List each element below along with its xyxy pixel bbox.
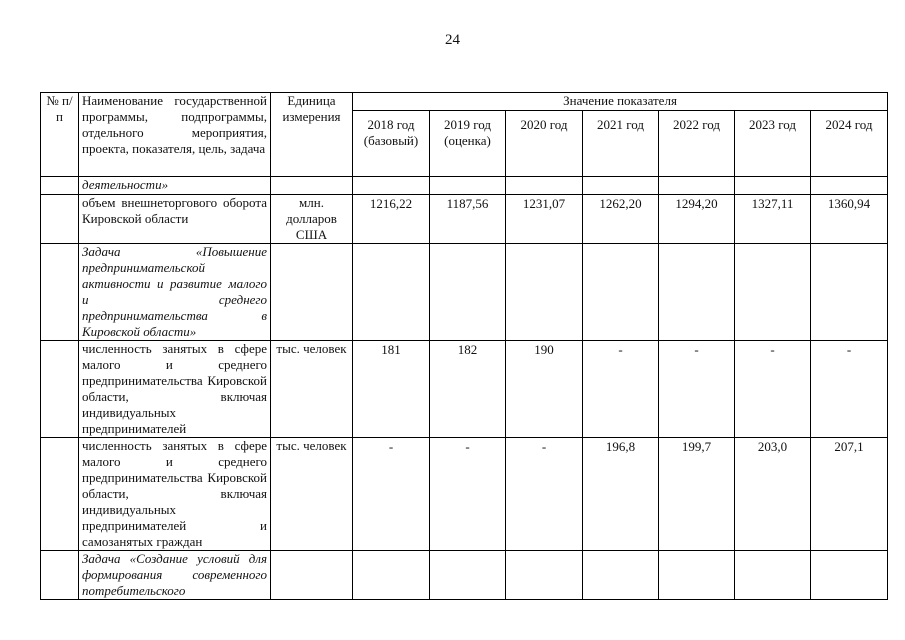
value-cell: 1327,11 [735, 195, 811, 244]
row-name-cell [79, 195, 271, 244]
year-note: (оценка) [444, 133, 491, 148]
row-name-cell [79, 551, 271, 600]
year-label: 2019 год [444, 117, 491, 132]
year-label: 2018 год [367, 117, 415, 132]
value-cell: - [735, 341, 811, 438]
row-name: численность занятых в сфере малого и среднего предпринимательства Кировской области, включая индивидуальных предпринимателей [82, 341, 267, 436]
table-row [41, 244, 888, 341]
value-cell: - [430, 438, 506, 551]
value-cell [583, 244, 659, 341]
value-cell: 1262,20 [583, 195, 659, 244]
row-unit: млн. долларов США [286, 195, 337, 242]
indicators-table [40, 92, 888, 600]
header-name-label: Наименование государственной программы, подпрограммы, отдельного мероприятия, проекта, показателя, цель, задача [82, 93, 267, 156]
value-cell [583, 177, 659, 195]
value-cell [583, 551, 659, 600]
value-cell: - [811, 341, 888, 438]
header-unit-label: Единица измерения [282, 93, 341, 124]
value-cell [659, 551, 735, 600]
header-year-2020 [506, 111, 583, 177]
header-year-2021 [583, 111, 659, 177]
header-value-group [353, 93, 888, 111]
value-cell [430, 177, 506, 195]
header-year-2018 [353, 111, 430, 177]
table-row [41, 177, 888, 195]
row-num-cell [41, 551, 79, 600]
value-cell [811, 551, 888, 600]
row-unit-cell [271, 244, 353, 341]
value-cell: 182 [430, 341, 506, 438]
value-cell: 190 [506, 341, 583, 438]
value-cell: - [659, 341, 735, 438]
value-cell: 1187,56 [430, 195, 506, 244]
value-cell [353, 244, 430, 341]
header-num [41, 93, 79, 177]
table-row [41, 551, 888, 600]
row-name-cell [79, 341, 271, 438]
page-number: 24 [445, 32, 460, 48]
table-row [41, 341, 888, 438]
row-unit-cell [271, 438, 353, 551]
year-label: 2023 год [749, 117, 796, 132]
table-row [41, 438, 888, 551]
value-cell [735, 244, 811, 341]
row-name: деятельности» [82, 177, 169, 192]
year-label: 2020 год [520, 117, 568, 132]
value-cell: - [353, 438, 430, 551]
value-cell: 199,7 [659, 438, 735, 551]
value-cell [506, 177, 583, 195]
row-unit: тыс. человек [276, 438, 347, 453]
year-label: 2024 год [825, 117, 873, 132]
value-cell: 207,1 [811, 438, 888, 551]
row-unit-cell [271, 551, 353, 600]
value-cell: 196,8 [583, 438, 659, 551]
value-cell: 1360,94 [811, 195, 888, 244]
value-cell [430, 244, 506, 341]
year-note: (базовый) [363, 133, 419, 148]
row-num-cell [41, 244, 79, 341]
row-name-cell [79, 177, 271, 195]
task-heading: Задача «Повышение предпринимательской активности и развитие малого и среднего предпринимательства в Кировской области» [82, 244, 267, 339]
header-name [79, 93, 271, 177]
value-cell: - [583, 341, 659, 438]
value-cell: 181 [353, 341, 430, 438]
year-label: 2021 год [597, 117, 644, 132]
row-name: объем внешнеторгового оборота Кировской области [82, 195, 267, 226]
header-year-2019 [430, 111, 506, 177]
header-year-2022 [659, 111, 735, 177]
value-cell [430, 551, 506, 600]
value-cell: 1294,20 [659, 195, 735, 244]
row-unit-cell [271, 341, 353, 438]
row-num-cell [41, 195, 79, 244]
value-cell [506, 551, 583, 600]
task-heading: Задача «Создание условий для формирования современного потребительского [82, 551, 267, 598]
header-value-group-label: Значение показателя [563, 93, 677, 108]
row-unit-cell [271, 177, 353, 195]
value-cell [811, 244, 888, 341]
header-num-label: № п/п [46, 93, 73, 124]
table-row [41, 195, 888, 244]
value-cell [735, 177, 811, 195]
header-year-2023 [735, 111, 811, 177]
value-cell [659, 244, 735, 341]
row-name-cell [79, 244, 271, 341]
row-num-cell [41, 438, 79, 551]
row-name-cell [79, 438, 271, 551]
row-unit: тыс. человек [276, 341, 347, 356]
value-cell [353, 551, 430, 600]
year-label: 2022 год [673, 117, 720, 132]
row-num-cell [41, 177, 79, 195]
value-cell [506, 244, 583, 341]
value-cell [659, 177, 735, 195]
value-cell: 1216,22 [353, 195, 430, 244]
value-cell [353, 177, 430, 195]
value-cell: - [506, 438, 583, 551]
row-name: численность занятых в сфере малого и среднего предпринимательства Кировской области, включая индивидуальных предпринимателей и самозанятых граждан [82, 438, 267, 549]
header-row [41, 93, 888, 111]
value-cell [811, 177, 888, 195]
value-cell: 203,0 [735, 438, 811, 551]
value-cell [735, 551, 811, 600]
row-unit-cell [271, 195, 353, 244]
row-num-cell [41, 341, 79, 438]
value-cell: 1231,07 [506, 195, 583, 244]
header-year-2024 [811, 111, 888, 177]
header-unit [271, 93, 353, 177]
